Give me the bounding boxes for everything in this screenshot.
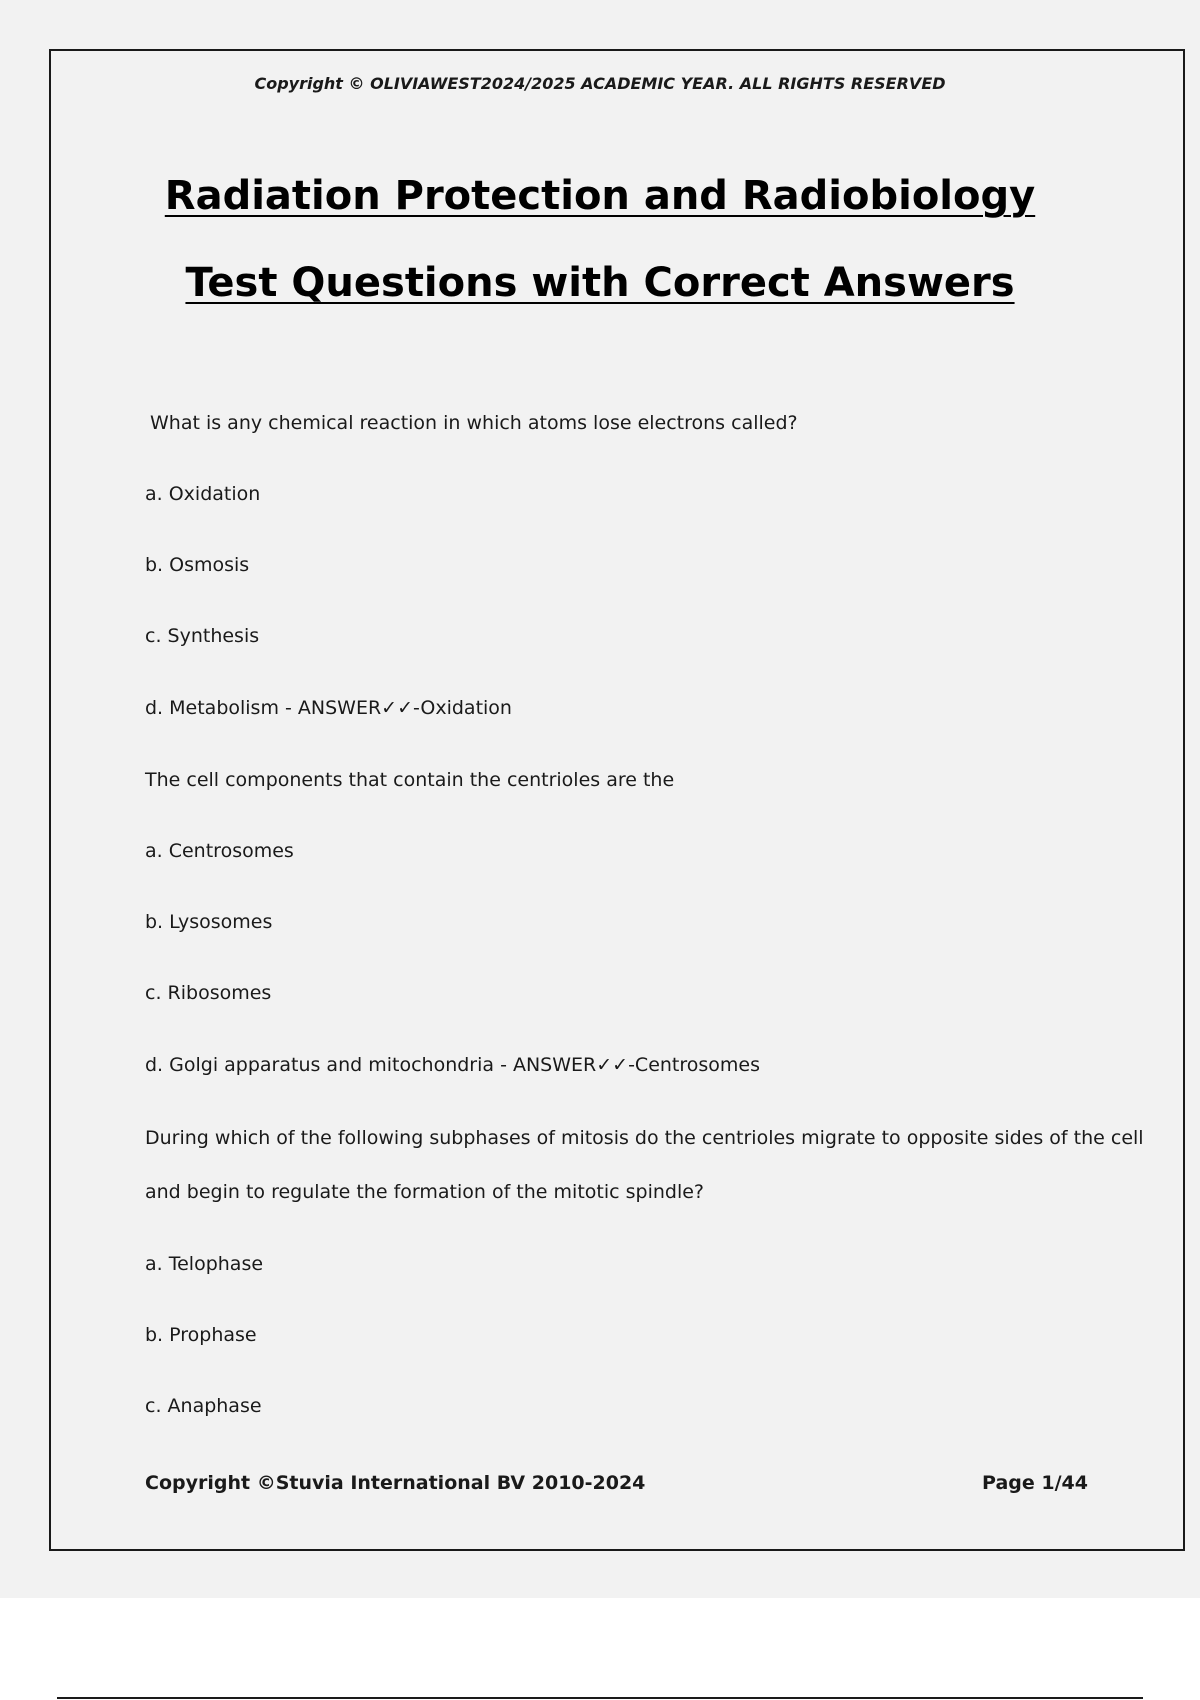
document-title-line-1: Radiation Protection and Radiobiology bbox=[164, 173, 1036, 219]
footer-copyright: Copyright ©Stuvia International BV 2010-2024 bbox=[145, 1472, 646, 1494]
question-1-option-d-answer: d. Metabolism - ANSWER✓✓-Oxidation bbox=[145, 697, 512, 719]
question-3-text-line-1: During which of the following subphases of mitosis do the centrioles migrate to opposite sides of the cell bbox=[145, 1127, 1144, 1149]
question-2-option-d-answer: d. Golgi apparatus and mitochondria - ANSWER✓✓-Centrosomes bbox=[145, 1054, 761, 1076]
question-1-text: What is any chemical reaction in which atoms lose electrons called? bbox=[150, 412, 798, 434]
next-page-divider bbox=[57, 1697, 1143, 1699]
question-2-option-a: a. Centrosomes bbox=[145, 840, 294, 862]
header-copyright: Copyright © OLIVIAWEST2024/2025 ACADEMIC YEAR. ALL RIGHTS RESERVED bbox=[254, 74, 946, 93]
question-2-option-b: b. Lysosomes bbox=[145, 911, 273, 933]
question-3-option-b: b. Prophase bbox=[145, 1324, 257, 1346]
question-3-option-c: c. Anaphase bbox=[145, 1395, 262, 1417]
question-2-text: The cell components that contain the centrioles are the bbox=[145, 769, 675, 791]
question-3-option-a: a. Telophase bbox=[145, 1253, 264, 1275]
document-title-line-2: Test Questions with Correct Answers bbox=[185, 260, 1015, 306]
question-3-text-line-2: and begin to regulate the formation of the mitotic spindle? bbox=[145, 1181, 704, 1203]
page-number: Page 1/44 bbox=[982, 1472, 1088, 1494]
question-1-option-c: c. Synthesis bbox=[145, 625, 260, 647]
question-1-option-a: a. Oxidation bbox=[145, 483, 261, 505]
question-1-option-b: b. Osmosis bbox=[145, 554, 250, 576]
question-2-option-c: c. Ribosomes bbox=[145, 982, 272, 1004]
